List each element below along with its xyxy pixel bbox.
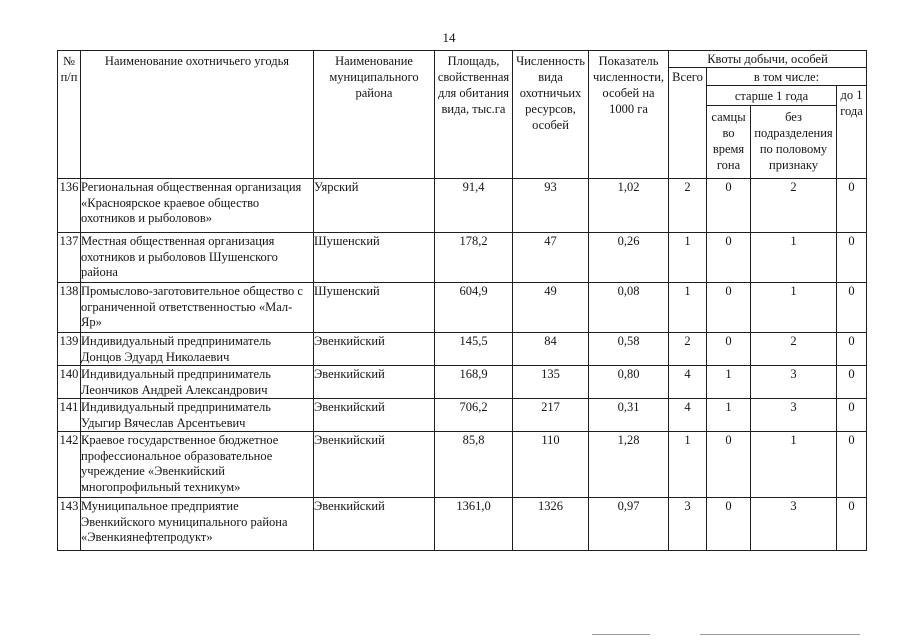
header-quotas: Квоты добычи, особей [669,51,867,68]
scan-mark-line [700,634,860,635]
population-count: 110 [513,432,589,498]
quota-total: 2 [669,333,707,366]
quota-no-sex-division: 3 [751,366,837,399]
district-name: Эвенкийский [314,432,435,498]
table-row [58,233,867,283]
hunting-ground-name: Муниципальное предприятие Эвенкийского муниципального района «Эвенкиянефтепродукт» [81,498,314,551]
quota-males-rut: 0 [707,179,751,233]
hunting-quota-table [57,50,867,551]
quota-total: 3 [669,498,707,551]
quota-no-sex-division: 3 [751,498,837,551]
header-population-count: Численность вида охотничьих ресурсов, особей [513,51,589,179]
table-row [58,366,867,399]
table-row [58,399,867,432]
density-indicator: 0,31 [589,399,669,432]
population-count: 217 [513,399,589,432]
table-row [58,179,867,233]
table-row [58,432,867,498]
population-count: 47 [513,233,589,283]
hunting-ground-name: Промыслово-заготовительное общество с ограниченной ответственностью «Мал- Яр» [81,283,314,333]
quota-under-one-year: 0 [837,366,867,399]
row-number: 143 [58,498,81,551]
hunting-ground-name: Индивидуальный предприниматель Леончиков Андрей Александрович [81,366,314,399]
quota-no-sex-division: 1 [751,283,837,333]
quota-under-one-year: 0 [837,432,867,498]
density-indicator: 0,97 [589,498,669,551]
population-count: 93 [513,179,589,233]
quota-males-rut: 0 [707,432,751,498]
table-row [58,498,867,551]
density-indicator: 0,08 [589,283,669,333]
hunting-ground-name: Краевое государственное бюджетное профессиональное образовательное учреждение «Эвенкийский многопрофильный техникум» [81,432,314,498]
hunting-ground-name: Региональная общественная организация «Красноярское краевое общество охотников и рыболовов» [81,179,314,233]
quota-total: 4 [669,399,707,432]
table-row [58,283,867,333]
quota-total: 1 [669,283,707,333]
habitat-area: 1361,0 [435,498,513,551]
quota-under-one-year: 0 [837,333,867,366]
population-count: 84 [513,333,589,366]
quota-no-sex-division: 1 [751,432,837,498]
population-count: 1326 [513,498,589,551]
density-indicator: 1,02 [589,179,669,233]
quota-no-sex-division: 1 [751,233,837,283]
density-indicator: 0,58 [589,333,669,366]
density-indicator: 0,26 [589,233,669,283]
hunting-ground-name: Индивидуальный предприниматель Удыгир Вячеслав Арсентьевич [81,399,314,432]
table-body [58,179,867,551]
density-indicator: 1,28 [589,432,669,498]
quota-males-rut: 0 [707,498,751,551]
hunting-ground-name: Индивидуальный предприниматель Донцов Эдуард Николаевич [81,333,314,366]
habitat-area: 91,4 [435,179,513,233]
quota-no-sex-division: 3 [751,399,837,432]
header-density-indicator: Показатель численности, особей на 1000 га [589,51,669,179]
quota-total: 2 [669,179,707,233]
habitat-area: 178,2 [435,233,513,283]
quota-males-rut: 1 [707,366,751,399]
header-row-1 [58,51,867,68]
header-males-rut: самцы во время гона [707,106,751,179]
quota-total: 4 [669,366,707,399]
quota-total: 1 [669,432,707,498]
district-name: Уярский [314,179,435,233]
habitat-area: 85,8 [435,432,513,498]
hunting-ground-name: Местная общественная организация охотников и рыболовов Шушенского района [81,233,314,283]
population-count: 135 [513,366,589,399]
habitat-area: 706,2 [435,399,513,432]
quota-under-one-year: 0 [837,399,867,432]
district-name: Шушенский [314,283,435,333]
row-number: 138 [58,283,81,333]
row-number: 142 [58,432,81,498]
row-number: 141 [58,399,81,432]
header-row-number: № п/п [58,51,81,179]
header-habitat-area: Площадь, свойственная для обитания вида, тыс.га [435,51,513,179]
quota-under-one-year: 0 [837,498,867,551]
header-including: в том числе: [707,68,867,86]
quota-males-rut: 1 [707,399,751,432]
district-name: Шушенский [314,233,435,283]
header-no-sex-division: без подразделения по половому признаку [751,106,837,179]
quota-no-sex-division: 2 [751,333,837,366]
population-count: 49 [513,283,589,333]
habitat-area: 145,5 [435,333,513,366]
page-number: 14 [442,30,456,45]
habitat-area: 604,9 [435,283,513,333]
quota-males-rut: 0 [707,283,751,333]
habitat-area: 168,9 [435,366,513,399]
table-row [58,333,867,366]
header-district-name: Наименование муниципального района [314,51,435,179]
header-under-one-year: до 1 года [837,86,867,179]
header-hunting-ground-name: Наименование охотничьего угодья [81,51,314,179]
quota-no-sex-division: 2 [751,179,837,233]
quota-total: 1 [669,233,707,283]
row-number: 137 [58,233,81,283]
district-name: Эвенкийский [314,366,435,399]
quota-under-one-year: 0 [837,283,867,333]
district-name: Эвенкийский [314,498,435,551]
row-number: 139 [58,333,81,366]
quota-males-rut: 0 [707,233,751,283]
header-quota-total: Всего [669,68,707,179]
row-number: 140 [58,366,81,399]
quota-males-rut: 0 [707,333,751,366]
table-header [58,51,867,179]
quota-under-one-year: 0 [837,233,867,283]
district-name: Эвенкийский [314,399,435,432]
density-indicator: 0,80 [589,366,669,399]
district-name: Эвенкийский [314,333,435,366]
row-number: 136 [58,179,81,233]
scan-mark-line [592,634,650,635]
header-older-than-one-year: старше 1 года [707,86,837,106]
quota-under-one-year: 0 [837,179,867,233]
